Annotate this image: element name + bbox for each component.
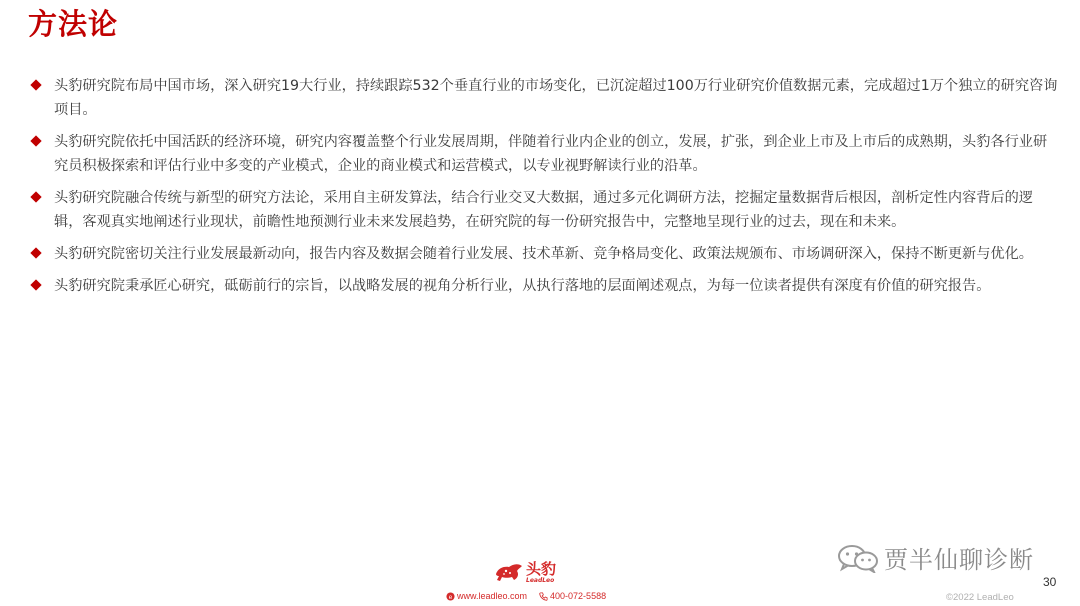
bullet-item bbox=[30, 242, 1060, 266]
svg-text:e: e bbox=[448, 593, 453, 601]
website-link[interactable]: www.leadleo.com bbox=[457, 591, 528, 601]
page-title: 方法论 bbox=[28, 7, 119, 41]
diamond-bullet-icon bbox=[30, 191, 41, 202]
web-icon bbox=[446, 592, 455, 601]
diamond-bullet-icon bbox=[30, 79, 41, 90]
bullet-text: 头豹研究院布局中国市场，深入研究19大行业，持续跟踪532个垂直行业的市场变化，已沉淀超过100万行业研究价值数据元素，完成超过1万个独立的研究咨询项目。 bbox=[54, 78, 1058, 118]
footer-contacts bbox=[446, 591, 606, 601]
diamond-bullet-icon bbox=[30, 247, 41, 258]
bullet-item bbox=[30, 274, 1060, 298]
bullet-item bbox=[30, 74, 1060, 122]
wechat-watermark bbox=[836, 540, 1034, 575]
logo-english-name: LeadLeo bbox=[526, 576, 555, 584]
bullet-item bbox=[30, 130, 1060, 178]
diamond-bullet-icon bbox=[30, 135, 41, 146]
watermark-text: 贾半仙聊诊断 bbox=[884, 546, 1034, 574]
logo-chinese-name: 头豹 bbox=[526, 559, 557, 578]
page-number: 30 bbox=[1043, 575, 1057, 589]
bullet-text: 头豹研究院密切关注行业发展最新动向，报告内容及数据会随着行业发展、技术革新、竞争格局变化、政策法规颁布、市场调研深入，保持不断更新与优化。 bbox=[54, 246, 1033, 262]
wechat-icon bbox=[836, 543, 880, 573]
bullet-list bbox=[30, 74, 1060, 306]
phone-number: 400-072-5588 bbox=[550, 591, 607, 601]
bullet-item bbox=[30, 186, 1060, 234]
bullet-text: 头豹研究院秉承匠心研究，砥砺前行的宗旨，以战略发展的视角分析行业，从执行落地的层面阐述观点，为每一位读者提供有深度有价值的研究报告。 bbox=[54, 278, 991, 294]
phone-icon bbox=[539, 592, 548, 601]
leadleo-logo bbox=[494, 560, 556, 584]
diamond-bullet-icon bbox=[30, 279, 41, 290]
copyright-notice: ©2022 LeadLeo bbox=[946, 592, 1014, 603]
leopard-logo-icon bbox=[494, 560, 524, 584]
bullet-text: 头豹研究院依托中国活跃的经济环境，研究内容覆盖整个行业发展周期，伴随着行业内企业的创立，发展，扩张，到企业上市及上市后的成熟期，头豹各行业研究员积极探索和评估行业中多变的产业模式，企业的商业模式和运营模式，以专业视野解读行业的沿革。 bbox=[54, 134, 1048, 174]
bullet-text: 头豹研究院融合传统与新型的研究方法论，采用自主研发算法，结合行业交叉大数据，通过多元化调研方法，挖掘定量数据背后根因，剖析定性内容背后的逻辑，客观真实地阐述行业现状，前瞻性地预测行业未来发展趋势，在研究院的每一份研究报告中，完整地呈现行业的过去，现在和未来。 bbox=[54, 190, 1033, 230]
